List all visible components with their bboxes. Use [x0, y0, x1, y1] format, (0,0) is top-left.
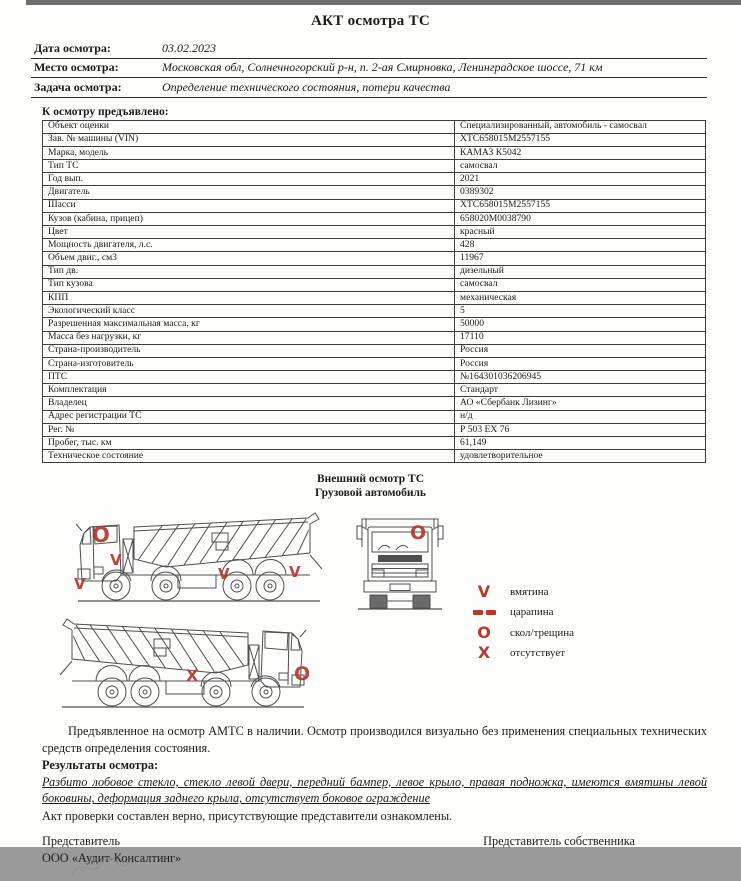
- header-field-label: Место осмотра:: [34, 60, 119, 74]
- vehicle-attribute-value: АО «Сбербанк Лизинг»: [455, 397, 706, 410]
- diagram-heading-line2: Грузовой автомобиль: [314, 487, 427, 500]
- vehicle-attribute-value: Р 503 ЕХ 76: [455, 423, 706, 436]
- vehicle-table-row: [43, 291, 706, 304]
- vehicle-attribute-value: дизельный: [455, 265, 706, 278]
- vehicle-attribute-value: 17110: [455, 331, 706, 344]
- svg-text:КАМАЗ: КАМАЗ: [389, 557, 411, 563]
- header-field-label: Дата осмотра:: [34, 40, 111, 55]
- vehicle-attribute-label: Пробег, тыс. км: [43, 437, 455, 450]
- vehicle-table-row: [43, 305, 706, 318]
- legend-label: скол/трещина: [510, 626, 575, 639]
- vehicle-attribute-value: КАМАЗ К5042: [455, 146, 706, 159]
- vehicle-table-row: [43, 344, 706, 357]
- defect-mark-v: V: [289, 563, 301, 582]
- vehicle-attribute-value: самосвал: [455, 160, 706, 173]
- vehicle-attribute-label: Владелец: [43, 397, 455, 410]
- legend-label: царапина: [510, 606, 554, 619]
- vehicle-attribute-label: Шасси: [43, 199, 455, 212]
- header-field-label: Задача осмотра:: [34, 79, 122, 94]
- vehicle-table-row: [43, 173, 706, 186]
- representative-company: ООО «Аудит-Консалтинг»: [42, 851, 182, 866]
- defect-mark-o: O: [92, 523, 110, 548]
- defect-mark-x: X: [186, 666, 199, 686]
- legend-row: [466, 643, 574, 664]
- legend-row: [466, 622, 574, 643]
- acknowledgement-line: Акт проверки составлен верно, присутствующие представители ознакомлены.: [42, 808, 453, 823]
- scan-edge-artifact: [26, 0, 741, 5]
- vehicle-attribute-label: Тип ТС: [43, 160, 455, 173]
- vehicle-attribute-label: Комплектация: [43, 384, 455, 397]
- defect-mark-o: O: [294, 663, 311, 686]
- vehicle-table-row: [43, 120, 706, 133]
- results-text-wrap: [42, 774, 707, 807]
- vehicle-table-row: [43, 186, 706, 199]
- vehicle-table-row: [43, 318, 706, 331]
- legend-symbol-scratch-icon: [466, 604, 502, 620]
- vehicle-attribute-label: Зав. № машины (VIN): [43, 133, 455, 146]
- vehicle-attribute-label: Объем двиг., см3: [43, 252, 455, 265]
- signature-block: [42, 833, 707, 867]
- section-heading: К осмотру предъявлено:: [42, 105, 169, 118]
- representative-label: Представитель: [42, 834, 120, 849]
- vehicle-attribute-label: Тип кузова: [43, 278, 455, 291]
- vehicle-attribute-label: Двигатель: [43, 186, 455, 199]
- legend-symbol-o-icon: O: [477, 622, 491, 642]
- vehicle-table-row: [43, 437, 706, 450]
- results-text: Разбито лобовое стекло, стекло левой двери, передний бампер, левое крыло, правая подножка, имеются вмятины левой боковины, деформация заднего крыла, отсутствует боковое ограждение: [42, 774, 707, 806]
- diagram-heading-line1: Внешний осмотр ТС: [316, 473, 425, 486]
- vehicle-attribute-value: 61,149: [455, 437, 706, 450]
- vehicle-attribute-label: Техническое состояние: [43, 450, 455, 463]
- vehicle-attribute-value: XTC658015M2557155: [455, 133, 706, 146]
- exterior-inspection-diagram: [0, 469, 741, 716]
- header-fields: [31, 39, 707, 98]
- truck-front-view: [356, 517, 444, 613]
- vehicle-attribute-value: 5: [455, 305, 706, 318]
- truck-side-view-right: [58, 617, 311, 712]
- vehicle-attribute-value: механическая: [455, 291, 706, 304]
- header-field-value: 03.02.2023: [162, 40, 216, 55]
- legend-symbol-v-icon: V: [477, 581, 491, 601]
- vehicle-table: [42, 120, 706, 464]
- vehicle-attribute-value: XTC658015M2557155: [455, 199, 706, 212]
- vehicle-table-row: [43, 410, 706, 423]
- vehicle-attribute-label: ПТС: [43, 371, 455, 384]
- vehicle-attribute-value: №164301036206945: [455, 371, 706, 384]
- header-field-row: [31, 59, 707, 79]
- vehicle-attribute-value: красный: [455, 226, 706, 239]
- vehicle-table-row: [43, 423, 706, 436]
- legend-symbol-x-icon: X: [477, 643, 491, 663]
- legend-label: отсутствует: [510, 647, 566, 660]
- vehicle-table-row: [43, 252, 706, 265]
- vehicle-table-row: [43, 450, 706, 463]
- vehicle-attribute-value: 2021: [455, 173, 706, 186]
- vehicle-table-row: [43, 212, 706, 225]
- header-field-row: [31, 39, 707, 59]
- vehicle-table-row: [43, 133, 706, 146]
- vehicle-attribute-value: удовлетворительное: [455, 450, 706, 463]
- vehicle-attribute-label: Разрешенная максимальная масса, кг: [43, 318, 455, 331]
- vehicle-table-row: [43, 371, 706, 384]
- defect-mark-v: V: [218, 565, 230, 584]
- vehicle-attribute-value: 658020M0038790: [455, 212, 706, 225]
- page-title: АКТ осмотра ТС: [310, 13, 431, 29]
- diagram-heading: [0, 472, 741, 500]
- vehicle-attribute-value: самосвал: [455, 278, 706, 291]
- vehicle-attribute-label: Масса без нагрузки, кг: [43, 331, 455, 344]
- vehicle-attribute-value: Стандарт: [455, 384, 706, 397]
- vehicle-table-row: [43, 278, 706, 291]
- vehicle-table-row: [43, 265, 706, 278]
- legend-row: [466, 602, 574, 623]
- vehicle-table-row: [43, 331, 706, 344]
- vehicle-attribute-value: 0389302: [455, 186, 706, 199]
- header-field-row: [31, 78, 707, 98]
- legend-row: [466, 581, 574, 602]
- header-field-value: Определение технического состояния, потери качества: [162, 79, 451, 94]
- header-field-value: Московская обл, Солнечногорский р-н, п. 2-ая Смирновка, Ленинградское шоссе, 71 км: [162, 60, 603, 74]
- defect-mark-v: V: [74, 575, 86, 594]
- vehicle-table-row: [43, 226, 706, 239]
- vehicle-attribute-label: Год вып.: [43, 173, 455, 186]
- vehicle-table-body: [43, 120, 706, 463]
- vehicle-attribute-label: Страна-изготовитель: [43, 357, 455, 370]
- vehicle-table-row: [43, 160, 706, 173]
- vehicle-attribute-value: Россия: [455, 357, 706, 370]
- vehicle-attribute-value: н/д: [455, 410, 706, 423]
- vehicle-table-row: [43, 199, 706, 212]
- defect-mark-v: V: [110, 551, 122, 570]
- scratch-dash: [473, 610, 483, 615]
- vehicle-attribute-label: Рег. №: [43, 423, 455, 436]
- vehicle-attribute-label: Объект оценки: [43, 120, 455, 133]
- vehicle-attribute-label: Цвет: [43, 226, 455, 239]
- defect-legend: [466, 581, 574, 663]
- vehicle-table-row: [43, 397, 706, 410]
- inspection-paragraph: Предъявленное на осмотр АМТС в наличии. Осмотр производился визуально без применения специальных технических средств определения состояния.: [42, 724, 707, 755]
- vehicle-attribute-label: Страна-производитель: [43, 344, 455, 357]
- vehicle-attribute-label: Марка, модель: [43, 146, 455, 159]
- vehicle-attribute-label: Кузов (кабина, прицеп): [43, 212, 455, 225]
- vehicle-table-row: [43, 357, 706, 370]
- vehicle-attribute-label: Мощность двигателя, л.с.: [43, 239, 455, 252]
- vehicle-attribute-value: Специализированный, автомобиль - самосвал: [455, 120, 706, 133]
- legend-label: вмятина: [510, 585, 549, 598]
- scratch-dash: [486, 610, 496, 615]
- vehicle-table-row: [43, 239, 706, 252]
- vehicle-attribute-label: Тип дв.: [43, 265, 455, 278]
- vehicle-attribute-value: 428: [455, 239, 706, 252]
- results-label: Результаты осмотра:: [42, 758, 159, 773]
- vehicle-attribute-label: Адрес регистрации ТС: [43, 410, 455, 423]
- signature-left: [42, 833, 181, 867]
- vehicle-attribute-value: Россия: [455, 344, 706, 357]
- owner-representative-label: Представитель собственника: [483, 834, 635, 849]
- defect-mark-o: O: [410, 522, 427, 545]
- vehicle-attribute-label: КПП: [43, 291, 455, 304]
- vehicle-attribute-value: 50000: [455, 318, 706, 331]
- vehicle-table-row: [43, 384, 706, 397]
- vehicle-attribute-label: Экологический класс: [43, 305, 455, 318]
- vehicle-table-row: [43, 146, 706, 159]
- vehicle-attribute-value: 11967: [455, 252, 706, 265]
